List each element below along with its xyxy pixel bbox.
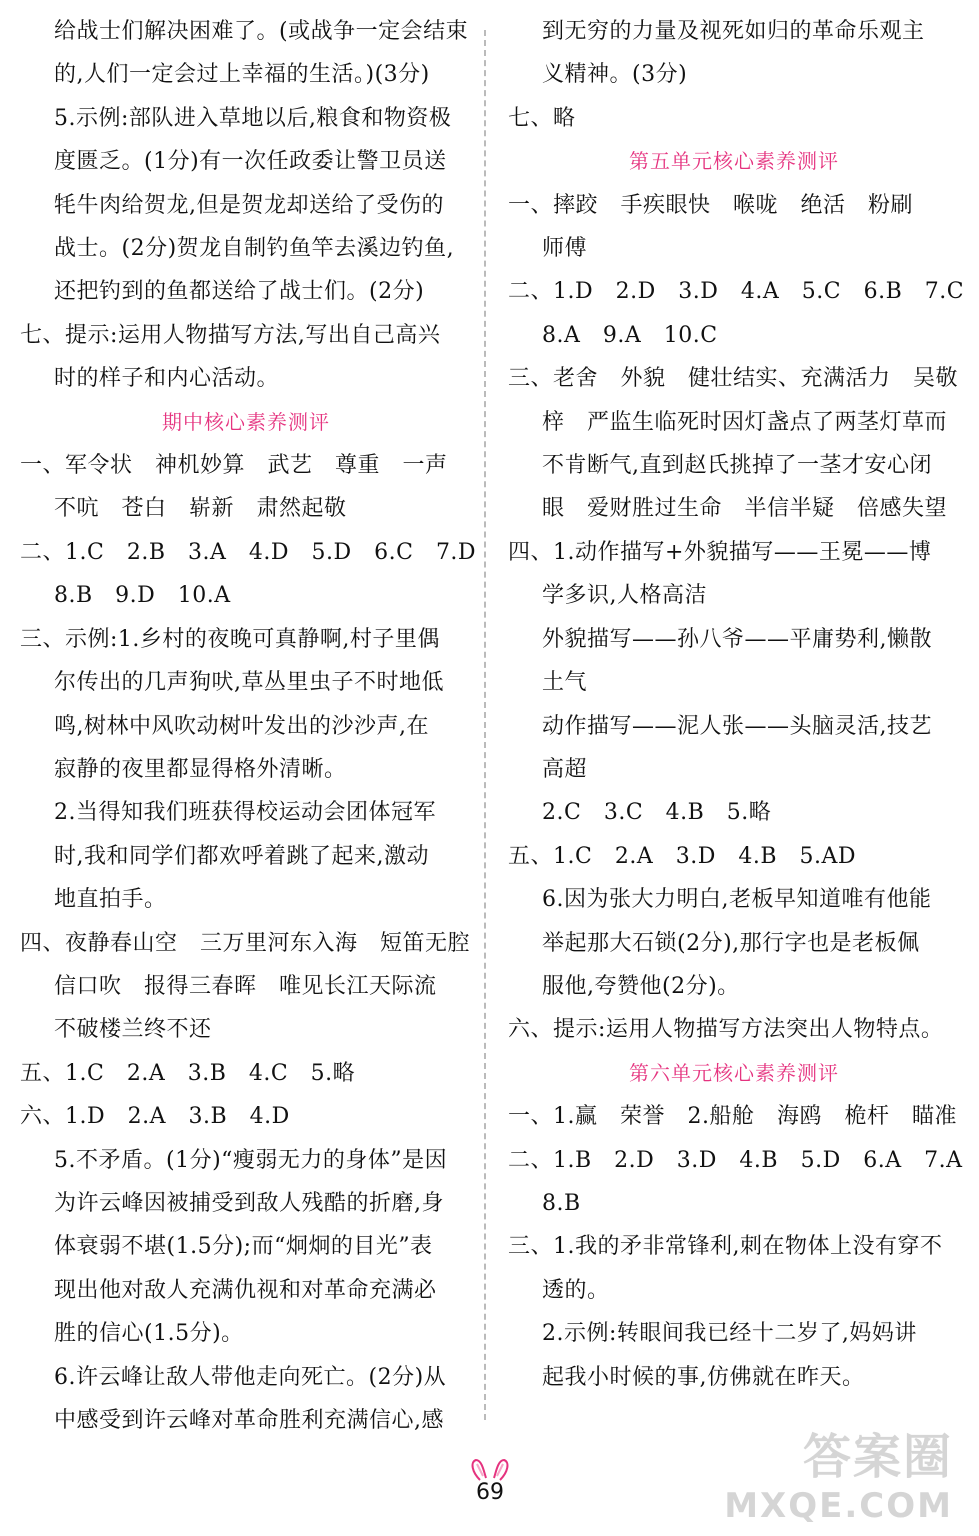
text-line: 举起那大石锁(2分),那行字也是老板佩 bbox=[542, 930, 920, 956]
text-line: 2.当得知我们班获得校运动会团体冠军 bbox=[54, 800, 436, 826]
text-line: 到无穷的力量及视死如归的革命乐观主 bbox=[542, 19, 925, 44]
text-line: 动作描写——泥人张——头脑灵活,技艺 bbox=[542, 713, 932, 739]
text-line: 一、1.赢 荣誉 2.船舱 海鸥 桅杆 瞄准 bbox=[508, 1104, 957, 1130]
right-column bbox=[508, 10, 965, 1399]
text-line: 不吭 苍白 崭新 肃然起敬 bbox=[54, 496, 347, 522]
text-line: 梓 严监生临死时因灯盏点了两茎灯草而 bbox=[542, 409, 948, 435]
column-divider bbox=[484, 30, 486, 1420]
text-line: 七、提示:运用人物描写方法,写出自己高兴 bbox=[20, 322, 441, 348]
text-line: 8.B 9.D 10.A bbox=[54, 583, 231, 609]
page-number: 69 bbox=[476, 1480, 504, 1505]
text-line: 2.示例:转眼间我已经十二岁了,妈妈讲 bbox=[542, 1321, 917, 1347]
text-line: 8.A 9.A 10.C bbox=[542, 322, 718, 348]
text-line: 5.示例:部队进入草地以后,粮食和物资极 bbox=[54, 105, 452, 131]
text-line: 五、1.C 2.A 3.D 4.B 5.AD bbox=[508, 843, 857, 869]
text-line: 时,我和同学们都欢呼着跳了起来,激动 bbox=[54, 843, 429, 869]
text-line: 不破楼兰终不还 bbox=[54, 1017, 212, 1043]
text-line: 眼 爱财胜过生命 半信半疑 倍感失望 bbox=[542, 496, 948, 522]
text-line: 一、军令状 神机妙算 武艺 尊重 一声 bbox=[20, 453, 448, 479]
watermark-top-text: 答案圈 bbox=[802, 1429, 953, 1485]
text-line: 六、提示:运用人物描写方法突出人物特点。 bbox=[508, 1017, 944, 1043]
text-line: 四、夜静春山空 三万里河东入海 短笛无腔 bbox=[20, 930, 471, 956]
text-line: 6.因为张大力明白,老板早知道唯有他能 bbox=[542, 887, 932, 913]
text-line: 5.不矛盾。(1分)“瘦弱无力的身体”是因 bbox=[54, 1147, 448, 1173]
text-line: 鸣,树林中风吹动树叶发出的沙沙声,在 bbox=[54, 713, 429, 739]
text-line: 不肯断气,直到赵氏挑掉了一茎才安心闭 bbox=[542, 453, 932, 479]
text-line: 外貌描写——孙八爷——平庸势利,懒散 bbox=[542, 626, 932, 652]
text-line: 师傅 bbox=[542, 236, 588, 262]
text-line: 中感受到许云峰对革命胜利充满信心,感 bbox=[54, 1408, 444, 1433]
text-line: 二、1.C 2.B 3.A 4.D 5.D 6.C 7.D bbox=[20, 539, 477, 565]
text-line: 起我小时候的事,仿佛就在昨天。 bbox=[542, 1364, 865, 1390]
text-line: 给战士们解决困难了。(或战争一定会结束 bbox=[54, 19, 469, 44]
text-line: 二、1.D 2.D 3.D 4.A 5.C 6.B 7.C bbox=[508, 279, 965, 305]
text-line: 度匮乏。(1分)有一次任政委让警卫员送 bbox=[54, 149, 447, 175]
bunny-ears-icon bbox=[466, 1456, 514, 1482]
text-line: 义精神。(3分) bbox=[542, 62, 688, 88]
text-line: 尔传出的几声狗吠,草丛里虫子不时地低 bbox=[54, 670, 444, 696]
text-line: 8.B bbox=[542, 1190, 581, 1216]
section-heading: 第五单元核心素养测评 bbox=[629, 149, 839, 174]
left-column bbox=[20, 10, 477, 1442]
watermark-logo bbox=[724, 1418, 961, 1528]
section-heading: 期中核心素养测评 bbox=[162, 409, 330, 434]
text-line: 四、1.动作描写+外貌描写——王冕——博 bbox=[508, 539, 932, 565]
text-line: 三、1.我的矛非常锋利,刺在物体上没有穿不 bbox=[508, 1234, 943, 1260]
text-line: 六、1.D 2.A 3.B 4.D bbox=[20, 1104, 290, 1130]
text-line: 地直拍手。 bbox=[54, 887, 167, 913]
text-line: 寂静的夜里都显得格外清晰。 bbox=[54, 756, 347, 782]
text-line: 学多识,人格高洁 bbox=[542, 583, 707, 609]
text-line: 服他,夸赞他(2分)。 bbox=[542, 973, 740, 999]
text-line: 2.C 3.C 4.B 5.略 bbox=[542, 800, 772, 826]
text-line: 还把钓到的鱼都送给了战士们。(2分) bbox=[54, 279, 425, 305]
text-line: 6.许云峰让敌人带他走向死亡。(2分)从 bbox=[54, 1364, 447, 1390]
text-line: 胜的信心(1.5分)。 bbox=[54, 1321, 244, 1347]
text-line: 七、略 bbox=[508, 105, 576, 131]
text-line: 战士。(2分)贺龙自制钓鱼竿去溪边钓鱼, bbox=[54, 236, 455, 262]
text-line: 现出他对敌人充满仇视和对革命充满必 bbox=[54, 1277, 437, 1303]
text-line: 二、1.B 2.D 3.D 4.B 5.D 6.A 7.A bbox=[508, 1147, 963, 1173]
text-line: 一、摔跤 手疾眼快 喉咙 绝活 粉刷 bbox=[508, 192, 914, 218]
text-line: 高超 bbox=[542, 756, 588, 782]
watermark-bottom-text: MXQE.COM bbox=[724, 1486, 953, 1526]
text-line: 三、示例:1.乡村的夜晚可真静啊,村子里偶 bbox=[20, 626, 440, 652]
text-line: 信口吹 报得三春晖 唯见长江天际流 bbox=[54, 973, 437, 999]
text-line: 牦牛肉给贺龙,但是贺龙却送给了受伤的 bbox=[54, 192, 444, 218]
text-line: 时的样子和内心活动。 bbox=[54, 366, 280, 392]
text-line: 的,人们一定会过上幸福的生活。)(3分) bbox=[54, 62, 430, 88]
text-line: 五、1.C 2.A 3.B 4.C 5.略 bbox=[20, 1060, 356, 1086]
text-line: 体衰弱不堪(1.5分);而“炯炯的目光”表 bbox=[54, 1234, 433, 1260]
text-line: 为许云峰因被捕受到敌人残酷的折磨,身 bbox=[54, 1190, 444, 1216]
text-line: 土气 bbox=[542, 670, 588, 696]
text-line: 三、老舍 外貌 健壮结实、充满活力 吴敬 bbox=[508, 366, 959, 392]
text-line: 透的。 bbox=[542, 1277, 610, 1303]
section-heading: 第六单元核心素养测评 bbox=[629, 1060, 839, 1085]
